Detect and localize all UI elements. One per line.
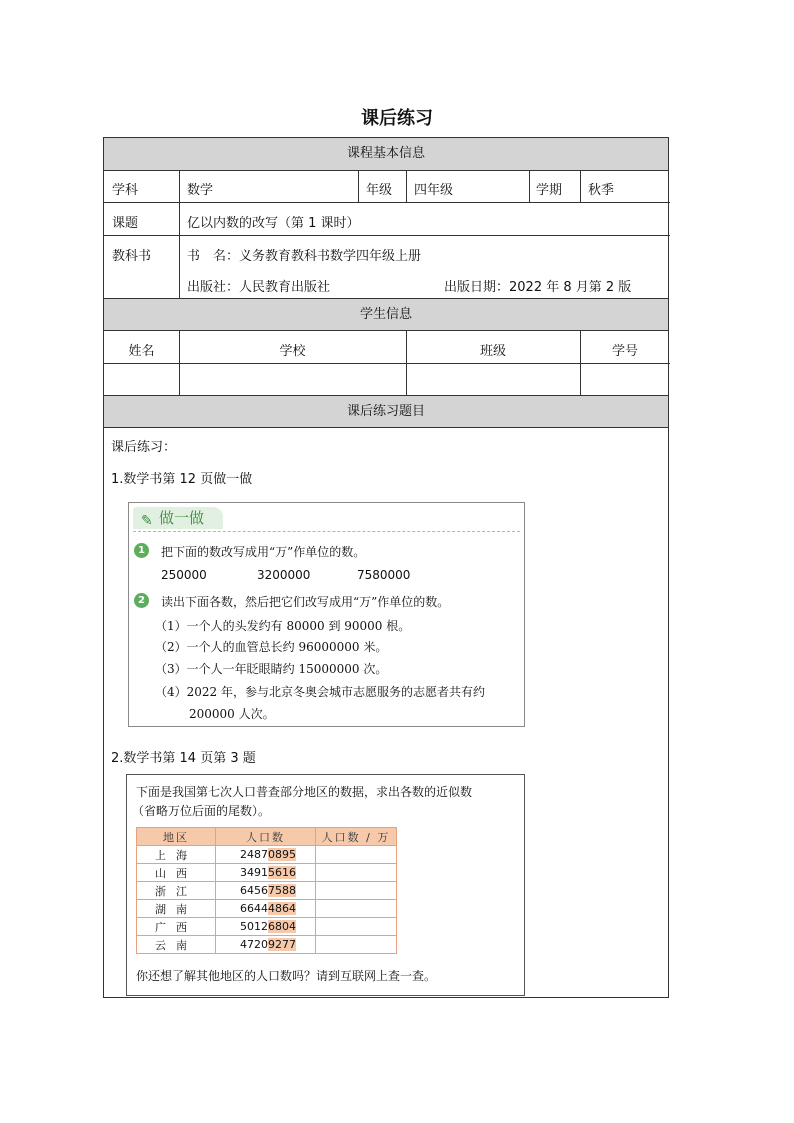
textbook-pub-date: 出版日期：2022 年 8 月第 2 版: [444, 280, 632, 295]
item-1-badge: 1: [134, 543, 149, 558]
subject-label: 学科: [112, 183, 139, 198]
question-2-title: 2.数学书第 14 页第 3 题: [111, 751, 256, 766]
course-info-header: [104, 138, 668, 171]
grade-label: 年级: [366, 183, 393, 198]
table-row: [137, 846, 397, 864]
textbook-name: 书 名：义务教育教科书数学四年级上册: [187, 249, 422, 264]
population-intro-line2: （省略万位后面的尾数）。: [132, 804, 271, 818]
term-value: 秋季: [588, 183, 615, 198]
answer-cell[interactable]: [316, 846, 397, 864]
number-3: 7580000: [357, 568, 411, 582]
zuoyizuo-label: 做一做: [159, 509, 205, 527]
course-info-header-label: 课程基本信息: [346, 146, 425, 161]
exercise-intro: 课后练习：: [111, 440, 177, 455]
region-cell: 云南: [137, 936, 216, 954]
student-name-header: 姓名: [128, 344, 155, 359]
textbook-figure-population: [126, 774, 525, 996]
term-label: 学期: [536, 183, 563, 198]
region-cell: 湖南: [137, 900, 216, 918]
student-school-header: 学校: [279, 344, 306, 359]
population-cell: 24870895: [216, 846, 316, 864]
answer-cell[interactable]: [316, 900, 397, 918]
population-footer: 你还想了解其他地区的人口数吗？请到互联网上查一查。: [136, 969, 437, 983]
student-info-header: [104, 298, 668, 331]
zuoyizuo-tag: [133, 507, 223, 529]
worksheet-table: [103, 137, 669, 998]
student-class-header: 班级: [479, 344, 506, 359]
region-cell: 山西: [137, 864, 216, 882]
population-cell: 50126804: [216, 918, 316, 936]
population-cell: 47209277: [216, 936, 316, 954]
region-cell: 上海: [137, 846, 216, 864]
topic-label: 课题: [112, 216, 139, 231]
answer-cell[interactable]: [316, 936, 397, 954]
sub-question-3: （3）一个人一年眨眼睛约 15000000 次。: [155, 662, 388, 676]
textbook-label: 教科书: [112, 249, 152, 264]
textbook-publisher: 出版社：人民教育出版社: [187, 280, 331, 295]
table-row: [137, 936, 397, 954]
number-2: 3200000: [257, 568, 311, 582]
region-cell: 广西: [137, 918, 216, 936]
population-cell: 64567588: [216, 882, 316, 900]
population-cell: 34915616: [216, 864, 316, 882]
dotted-divider: [133, 531, 520, 532]
number-1: 250000: [161, 568, 207, 582]
question-1-title: 1.数学书第 12 页做一做: [111, 472, 253, 487]
table-row: [137, 900, 397, 918]
item-1-text: 把下面的数改写成用“万”作单位的数。: [161, 545, 366, 559]
table-row: [137, 882, 397, 900]
item-2-text: 读出下面各数，然后把它们改写成用“万”作单位的数。: [161, 595, 450, 609]
table-row: [137, 864, 397, 882]
grade-value: 四年级: [414, 183, 454, 198]
col-population: 人口数: [216, 828, 316, 846]
col-region: 地区: [137, 828, 216, 846]
region-cell: 浙江: [137, 882, 216, 900]
subject-value: 数学: [187, 183, 214, 198]
table-row: [137, 918, 397, 936]
topic-value: 亿以内数的改写（第 1 课时）: [187, 216, 360, 231]
population-table: [136, 827, 397, 954]
population-intro-line1: 下面是我国第七次人口普查部分地区的数据，求出各数的近似数: [136, 785, 473, 799]
sub-question-1: （1）一个人的头发约有 80000 到 90000 根。: [155, 619, 411, 633]
answer-cell[interactable]: [316, 918, 397, 936]
sub-question-4: （4）2022 年，参与北京冬奥会城市志愿服务的志愿者共有约: [155, 685, 485, 699]
exercise-header-label: 课后练习题目: [346, 404, 425, 419]
pencil-icon: ✎: [141, 513, 153, 529]
student-id-header: 学号: [611, 344, 638, 359]
page-title: 课后练习: [361, 108, 433, 129]
sub-question-2: （2）一个人的血管总长约 96000000 米。: [155, 640, 388, 654]
exercise-header: [104, 395, 668, 428]
student-info-header-label: 学生信息: [359, 307, 412, 322]
answer-cell[interactable]: [316, 864, 397, 882]
population-table-header: [137, 828, 397, 846]
sub-question-4-cont: 200000 人次。: [189, 707, 275, 721]
col-population-wan: 人口数 / 万: [316, 828, 397, 846]
answer-cell[interactable]: [316, 882, 397, 900]
item-2-badge: 2: [134, 593, 149, 608]
textbook-figure-zuoyizuo: [128, 502, 525, 727]
population-cell: 66444864: [216, 900, 316, 918]
